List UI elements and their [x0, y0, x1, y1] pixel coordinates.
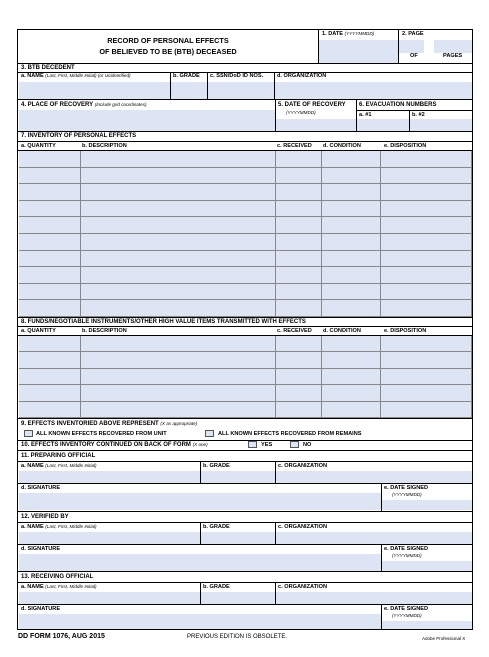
inventory-quantity-cell[interactable] [19, 300, 81, 317]
of-label: OF [410, 53, 418, 59]
unit-checkbox[interactable] [24, 430, 33, 437]
place-label: 4. PLACE OF RECOVERY (Include grid coordinates) [21, 102, 147, 108]
inventory-description-cell[interactable] [81, 251, 276, 268]
recv-date-hint: (YYYYMMDD) [392, 613, 422, 618]
inventory-received-cell[interactable] [276, 217, 322, 234]
continued-no-label: NO [303, 442, 312, 448]
funds-quantity-cell[interactable] [19, 352, 81, 368]
inventory-condition-cell[interactable] [322, 168, 381, 185]
recv-name-label: a. NAME (Last, First, Middle Initial) [21, 584, 97, 590]
btb-name-label: a. NAME (Last, First, Middle Initial) (or Unidentified) [21, 73, 131, 79]
prep-org-field[interactable] [276, 471, 472, 483]
inventory-description-cell[interactable] [81, 234, 276, 251]
inventory-col-received: c. RECEIVED [277, 143, 312, 149]
recv-signature-label: d. SIGNATURE [21, 606, 61, 612]
remains-checkbox[interactable] [205, 430, 214, 437]
btb-grade-label: b. GRADE [173, 73, 200, 79]
evac-b-field[interactable] [410, 119, 472, 131]
prep-section-label: 11. PREPARING OFFICIAL [21, 453, 96, 459]
funds-disposition-cell[interactable] [381, 385, 472, 401]
prep-date-hint: (YYYYMMDD) [392, 492, 422, 497]
inventory-disposition-cell[interactable] [381, 267, 472, 284]
inventory-quantity-cell[interactable] [19, 201, 81, 218]
inventory-disposition-cell[interactable] [381, 217, 472, 234]
prep-date-label: e. DATE SIGNED [384, 485, 429, 491]
funds-quantity-cell[interactable] [19, 369, 81, 385]
date-label: 1. DATE (YYYYMMDD) [322, 31, 375, 37]
remains-option-label: ALL KNOWN EFFECTS RECOVERED FROM REMAINS [218, 431, 362, 437]
inventory-condition-cell[interactable] [322, 217, 381, 234]
btb-ssn-label: c. SSN/DoD ID NOS. [210, 73, 264, 79]
funds-quantity-cell[interactable] [19, 336, 81, 352]
funds-received-cell[interactable] [276, 352, 322, 368]
inventory-received-cell[interactable] [276, 267, 322, 284]
inventory-disposition-cell[interactable] [381, 168, 472, 185]
edition-notice: PREVIOUS EDITION IS OBSOLETE. [187, 634, 288, 640]
inventory-quantity-cell[interactable] [19, 151, 81, 168]
inventory-disposition-cell[interactable] [381, 234, 472, 251]
funds-received-cell[interactable] [276, 402, 322, 418]
inventory-disposition-cell[interactable] [381, 251, 472, 268]
verify-name-label: a. NAME (Last, First, Middle Initial) [21, 524, 97, 530]
funds-disposition-cell[interactable] [381, 369, 472, 385]
evac-label: 6. EVACUATION NUMBERS [359, 102, 437, 108]
verify-section-label: 12. VERIFIED BY [21, 514, 69, 520]
funds-description-cell[interactable] [81, 352, 276, 368]
funds-description-cell[interactable] [81, 336, 276, 352]
verify-grade-field[interactable] [201, 532, 275, 544]
inventory-col-description: b. DESCRIPTION [82, 143, 127, 149]
prep-name-label: a. NAME (Last, First, Middle Initial) [21, 463, 97, 469]
funds-disposition-cell[interactable] [381, 402, 472, 418]
inventory-condition-cell[interactable] [322, 284, 381, 301]
inventory-received-cell[interactable] [276, 201, 322, 218]
inventory-condition-cell[interactable] [322, 251, 381, 268]
recv-section-label: 13. RECEIVING OFFICIAL [21, 574, 94, 580]
btb-org-field[interactable] [275, 82, 472, 99]
inventory-col-disposition: e. DISPOSITION [384, 143, 427, 149]
inventory-description-cell[interactable] [81, 267, 276, 284]
inventory-condition-cell[interactable] [322, 201, 381, 218]
inventory-description-cell[interactable] [81, 168, 276, 185]
form-title-line2: OF BELIEVED TO BE (BTB) DECEASED [99, 47, 237, 56]
prep-grade-label: b. GRADE [203, 463, 230, 469]
prep-org-label: c. ORGANIZATION [278, 463, 327, 469]
place-field[interactable] [19, 110, 275, 131]
inventory-condition-cell[interactable] [322, 184, 381, 201]
inventory-received-cell[interactable] [276, 284, 322, 301]
inventory-description-cell[interactable] [81, 201, 276, 218]
evac-b-label: b. #2 [412, 112, 425, 118]
recv-signature-field[interactable] [19, 614, 381, 629]
inventory-col-quantity: a. QUANTITY [21, 143, 56, 149]
inventory-description-cell[interactable] [81, 300, 276, 317]
funds-disposition-cell[interactable] [381, 336, 472, 352]
recv-name-field[interactable] [19, 592, 200, 604]
inventory-condition-cell[interactable] [322, 300, 381, 317]
inventory-description-cell[interactable] [81, 284, 276, 301]
inventory-col-condition: d. CONDITION [323, 143, 361, 149]
funds-condition-cell[interactable] [322, 402, 381, 418]
form-title-line1: RECORD OF PERSONAL EFFECTS [107, 36, 229, 45]
inventory-description-cell[interactable] [81, 184, 276, 201]
inventory-quantity-cell[interactable] [19, 184, 81, 201]
funds-condition-cell[interactable] [322, 385, 381, 401]
prep-grade-field[interactable] [201, 471, 275, 483]
inventory-condition-cell[interactable] [322, 267, 381, 284]
inventory-condition-cell[interactable] [322, 151, 381, 168]
verify-date-field[interactable] [382, 561, 472, 571]
inventory-received-cell[interactable] [276, 184, 322, 201]
verify-org-field[interactable] [276, 532, 472, 544]
inventory-received-cell[interactable] [276, 168, 322, 185]
inventory-received-cell[interactable] [276, 151, 322, 168]
unit-option-label: ALL KNOWN EFFECTS RECOVERED FROM UNIT [36, 431, 167, 437]
page-label: 2. PAGE [402, 31, 424, 37]
inventory-disposition-cell[interactable] [381, 284, 472, 301]
verify-signature-field[interactable] [19, 554, 381, 571]
date-field[interactable] [319, 40, 398, 63]
pages-label: PAGES [443, 53, 463, 59]
continued-no-checkbox[interactable] [290, 441, 299, 448]
prep-date-field[interactable] [382, 500, 472, 510]
continued-yes-label: YES [261, 442, 273, 448]
funds-received-cell[interactable] [276, 336, 322, 352]
funds-quantity-cell[interactable] [19, 402, 81, 418]
btb-name-field[interactable] [19, 82, 170, 99]
represent-label: 9. EFFECTS INVENTORIED ABOVE REPRESENT (X as appropriate) [21, 421, 198, 427]
verify-grade-label: b. GRADE [203, 524, 230, 530]
btb-ssn-field[interactable] [208, 82, 274, 99]
evac-a-field[interactable] [357, 119, 409, 131]
inventory-description-cell[interactable] [81, 151, 276, 168]
funds-quantity-cell[interactable] [19, 385, 81, 401]
recv-date-label: e. DATE SIGNED [384, 606, 429, 612]
recv-grade-field[interactable] [201, 592, 275, 604]
recv-grade-label: b. GRADE [203, 584, 230, 590]
inventory-disposition-cell[interactable] [381, 184, 472, 201]
inventory-description-cell[interactable] [81, 217, 276, 234]
funds-condition-cell[interactable] [322, 369, 381, 385]
recovery-date-hint: (YYYYMMDD) [286, 110, 316, 115]
funds-description-cell[interactable] [81, 402, 276, 418]
software-label: Adobe Professional X [422, 636, 466, 641]
inventory-quantity-cell[interactable] [19, 251, 81, 268]
recv-org-label: c. ORGANIZATION [278, 584, 327, 590]
inventory-quantity-cell[interactable] [19, 284, 81, 301]
evac-a-label: a. #1 [359, 112, 372, 118]
prep-signature-label: d. SIGNATURE [21, 485, 61, 491]
verify-date-label: e. DATE SIGNED [384, 546, 429, 552]
btb-org-label: d. ORGANIZATION [277, 73, 327, 79]
btb-grade-field[interactable] [171, 82, 207, 99]
verify-signature-label: d. SIGNATURE [21, 546, 61, 552]
continued-yes-checkbox[interactable] [248, 441, 257, 448]
funds-col-description: b. DESCRIPTION [82, 328, 127, 334]
verify-date-hint: (YYYYMMDD) [392, 553, 422, 558]
verify-name-field[interactable] [19, 532, 200, 544]
inventory-quantity-cell[interactable] [19, 267, 81, 284]
funds-condition-cell[interactable] [322, 336, 381, 352]
inventory-received-cell[interactable] [276, 300, 322, 317]
inventory-disposition-cell[interactable] [381, 201, 472, 218]
inventory-received-cell[interactable] [276, 251, 322, 268]
page-number-field[interactable] [399, 40, 424, 53]
inventory-disposition-cell[interactable] [381, 151, 472, 168]
funds-col-received: c. RECEIVED [277, 328, 312, 334]
funds-col-quantity: a. QUANTITY [21, 328, 56, 334]
funds-section-label: 8. FUNDS/NEGOTIABLE INSTRUMENTS/OTHER HIGH VALUE ITEMS TRANSMITTED WITH EFFECTS [21, 319, 306, 325]
funds-col-disposition: e. DISPOSITION [384, 328, 427, 334]
funds-condition-cell[interactable] [322, 352, 381, 368]
prep-signature-field[interactable] [19, 493, 381, 510]
funds-received-cell[interactable] [276, 385, 322, 401]
verify-org-label: c. ORGANIZATION [278, 524, 327, 530]
prep-name-field[interactable] [19, 471, 200, 483]
inventory-quantity-cell[interactable] [19, 234, 81, 251]
inventory-condition-cell[interactable] [322, 234, 381, 251]
funds-disposition-cell[interactable] [381, 352, 472, 368]
dd-form-1076 [17, 29, 473, 630]
btb-section-label: 3. BTB DECEDENT [21, 65, 75, 71]
recv-date-field[interactable] [382, 621, 472, 629]
inventory-received-cell[interactable] [276, 234, 322, 251]
form-id: DD FORM 1076, AUG 2015 [18, 633, 105, 640]
funds-description-cell[interactable] [81, 385, 276, 401]
inventory-quantity-cell[interactable] [19, 168, 81, 185]
page-total-field[interactable] [434, 40, 472, 53]
recv-org-field[interactable] [276, 592, 472, 604]
inventory-section-label: 7. INVENTORY OF PERSONAL EFFECTS [21, 133, 137, 139]
funds-col-condition: d. CONDITION [323, 328, 361, 334]
recovery-date-label: 5. DATE OF RECOVERY [278, 102, 346, 108]
inventory-disposition-cell[interactable] [381, 300, 472, 317]
continued-label: 10. EFFECTS INVENTORY CONTINUED ON BACK OF FORM (X one) [21, 442, 208, 448]
recovery-date-field[interactable] [276, 119, 356, 131]
funds-description-cell[interactable] [81, 369, 276, 385]
inventory-quantity-cell[interactable] [19, 217, 81, 234]
funds-received-cell[interactable] [276, 369, 322, 385]
